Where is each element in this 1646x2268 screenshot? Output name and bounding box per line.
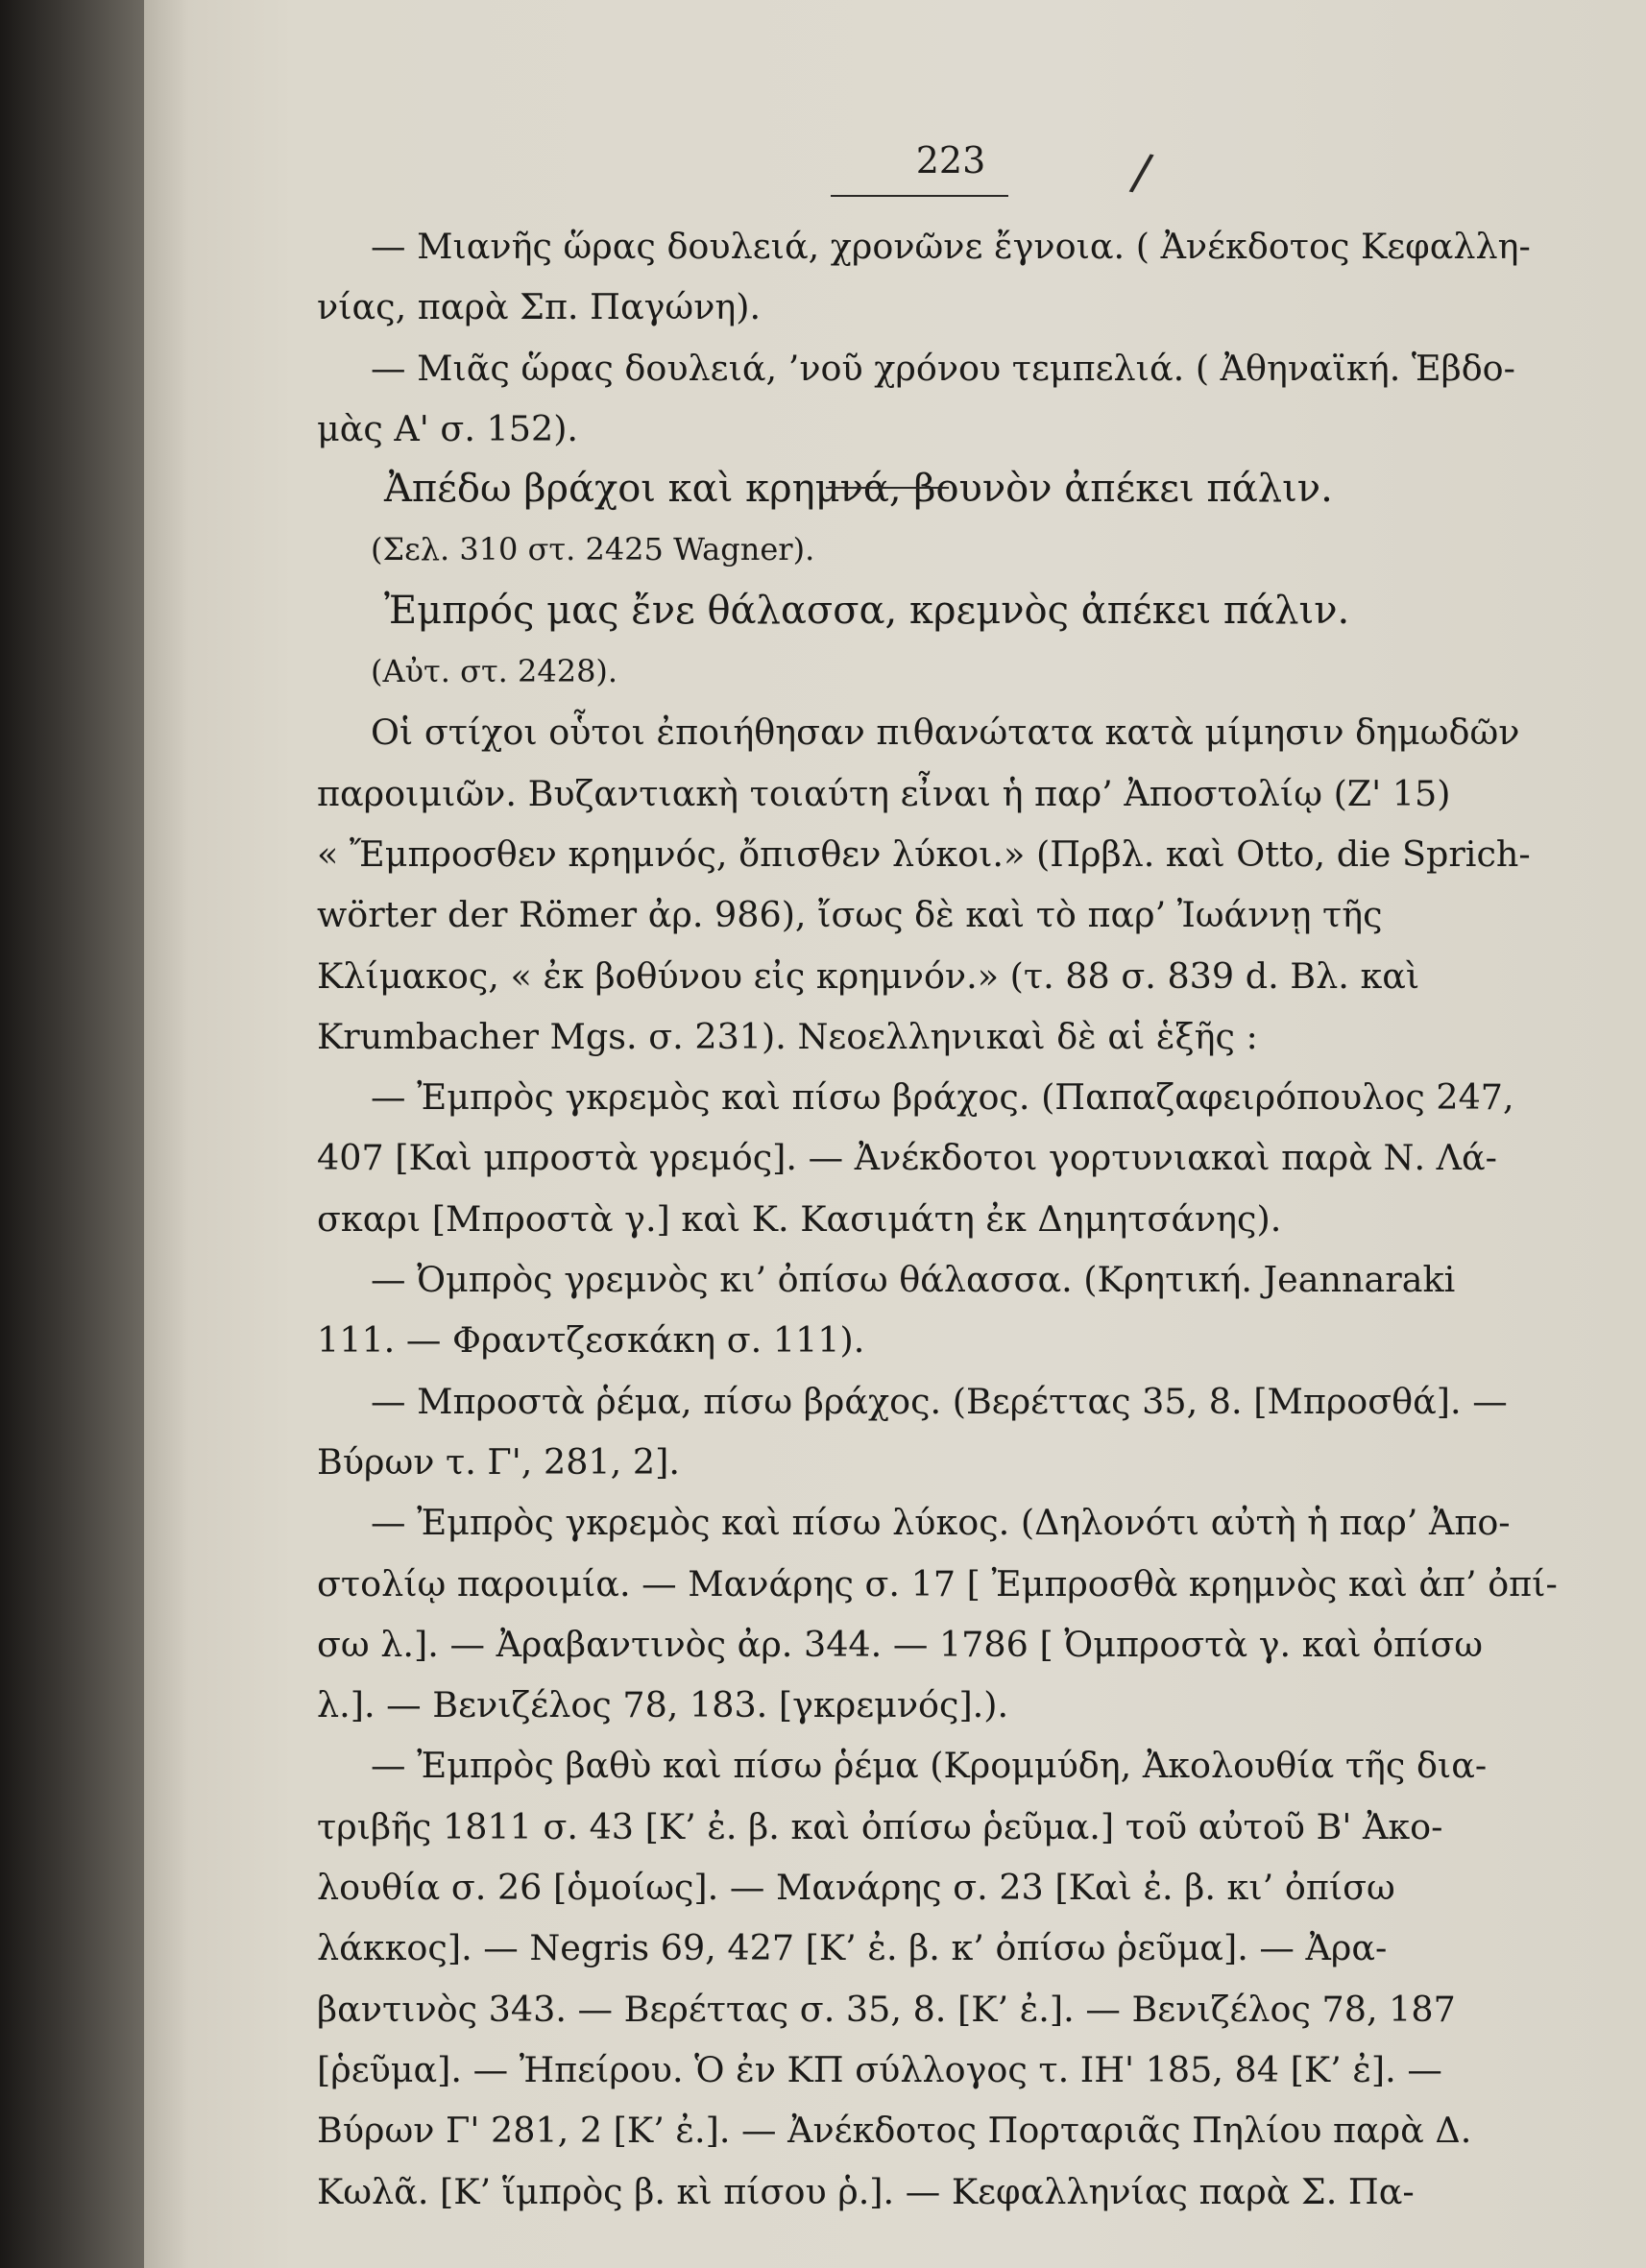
- text-line: στολίῳ παροιμία. — Μανάρης σ. 17 [ Ἐμπροσθὰ κρημνὸς καὶ ἀπ’ ὀπί-: [317, 1562, 1558, 1604]
- book-page: [144, 0, 1646, 2268]
- text-line: σκαρι [Μπροστὰ γ.] καὶ Κ. Κασιμάτη ἐκ Δημητσάνης).: [317, 1197, 1282, 1240]
- text-line: — Ἐμπρὸς γκρεμὸς καὶ πίσω βράχος. (Παπαζαφειρόπουλος 247,: [371, 1076, 1514, 1119]
- text-line: — Ἐμπρὸς γκρεμὸς καὶ πίσω λύκος. (Δηλονότι αὐτὴ ἡ παρ’ Ἀπο-: [371, 1502, 1511, 1544]
- text-line: — Ὀμπρὸς γρεμνὸς κι’ ὀπίσω θάλασσα. (Κρητική. Jeannaraki: [371, 1259, 1456, 1301]
- text-line: 407 [Καὶ μπροστὰ γρεμός]. — Ἀνέκδοτοι γορτυνιακαὶ παρὰ Ν. Λά-: [317, 1137, 1497, 1179]
- page-number-rule: [831, 195, 1008, 197]
- text-line: Krumbacher Mgs. σ. 231). Νεοελληνικαὶ δὲ αἱ ἑξῆς :: [317, 1015, 1258, 1057]
- text-line: τριβῆς 1811 σ. 43 [Κ’ ἐ. β. καὶ ὀπίσω ῥεῦμα.] τοῦ αὐτοῦ Β' Ἀκο-: [317, 1805, 1443, 1847]
- handwritten-margin-mark: /: [1126, 142, 1156, 204]
- body-text: [317, 216, 1604, 2222]
- verse-reference: (Σελ. 310 στ. 2425 Wagner).: [371, 531, 815, 568]
- verse-line: Ἀπέδω βράχοι καὶ κρημνά, βουνὸν ἀπέκει πάλιν.: [384, 467, 1333, 512]
- text-line: Κωλᾶ. [Κ’ ἵμπρὸς β. κὶ πίσου ῥ.]. — Κεφαλληνίας παρὰ Σ. Πα-: [317, 2170, 1415, 2212]
- text-line: 111. — Φραντζεσκάκη σ. 111).: [317, 1319, 865, 1362]
- text-line: βαντινὸς 343. — Βερέττας σ. 35, 8. [Κ’ ἐ.]. — Βενιζέλος 78, 187: [317, 1988, 1456, 2030]
- verse-line: Ἐμπρός μας ἔνε θάλασσα, κρεμνὸς ἀπέκει πάλιν.: [384, 588, 1350, 633]
- text-line: λουθία σ. 26 [ὁμοίως]. — Μανάρης σ. 23 [Καὶ ἐ. β. κι’ ὀπίσω: [317, 1867, 1395, 1909]
- verse-reference: (Αὐτ. στ. 2428).: [371, 653, 618, 690]
- text-line: Κλίμακος, « ἐκ βοθύνου εἰς κρημνόν.» (τ. 88 σ. 839 d. Βλ. καὶ: [317, 954, 1420, 997]
- text-line: λάκκος]. — Negris 69, 427 [Κ’ ἐ. β. κ’ ὀπίσω ῥεῦμα]. — Ἀρα-: [317, 1927, 1388, 1969]
- text-line: wörter der Römer ἀρ. 986), ἴσως δὲ καὶ τὸ παρ’ Ἰωάννῃ τῆς: [317, 894, 1383, 936]
- text-line: — Μιᾶς ὥρας δουλειά, ’νοῦ χρόνου τεμπελιά. ( Ἀθηναϊκή. Ἑβδο-: [371, 347, 1515, 389]
- book-binding-edge: [0, 0, 144, 2268]
- text-line: — Ἐμπρὸς βαθὺ καὶ πίσω ῥέμα (Κρομμύδη, Ἀκολουθία τῆς δια-: [371, 1745, 1488, 1787]
- page-number: 223: [915, 139, 986, 181]
- text-line: λ.]. — Βενιζέλος 78, 183. [γκρεμνός].).: [317, 1684, 1009, 1726]
- text-line: Βύρων τ. Γ', 281, 2].: [317, 1440, 680, 1483]
- text-line: νίας, παρὰ Σπ. Παγώνη).: [317, 286, 762, 328]
- text-line: Βύρων Γ' 281, 2 [Κ’ ἐ.]. — Ἀνέκδοτος Πορταριᾶς Πηλίου παρὰ Δ.: [317, 2110, 1472, 2152]
- text-line: — Μπροστὰ ῥέμα, πίσω βράχος. (Βερέττας 35, 8. [Μπροσθά]. —: [371, 1380, 1508, 1422]
- text-line: [ῥεῦμα]. — Ἠπείρου. Ὁ ἐν ΚΠ σύλλογος τ. ΙΗ' 185, 84 [Κ’ ἐ]. —: [317, 2048, 1442, 2090]
- text-line: παροιμιῶν. Βυζαντιακὴ τοιαύτη εἶναι ἡ παρ’ Ἀποστολίῳ (Ζ' 15): [317, 772, 1451, 814]
- text-line: μὰς Α' σ. 152).: [317, 407, 579, 449]
- text-line: — Μιανῆς ὥρας δουλειά, χρονῶνε ἔγνοια. ( Ἀνέκδοτος Κεφαλλη-: [371, 226, 1531, 267]
- text-line: « Ἔμπροσθεν κρημνός, ὄπισθεν λύκοι.» (Πρβλ. καὶ Otto, die Sprich-: [317, 832, 1531, 875]
- text-line: σω λ.]. — Ἀραβαντινὸς ἀρ. 344. — 1786 [ Ὀμπροστὰ γ. καὶ ὀπίσω: [317, 1623, 1484, 1665]
- text-line: Οἱ στίχοι οὗτοι ἐποιήθησαν πιθανώτατα κατὰ μίμησιν δημωδῶν: [371, 712, 1520, 754]
